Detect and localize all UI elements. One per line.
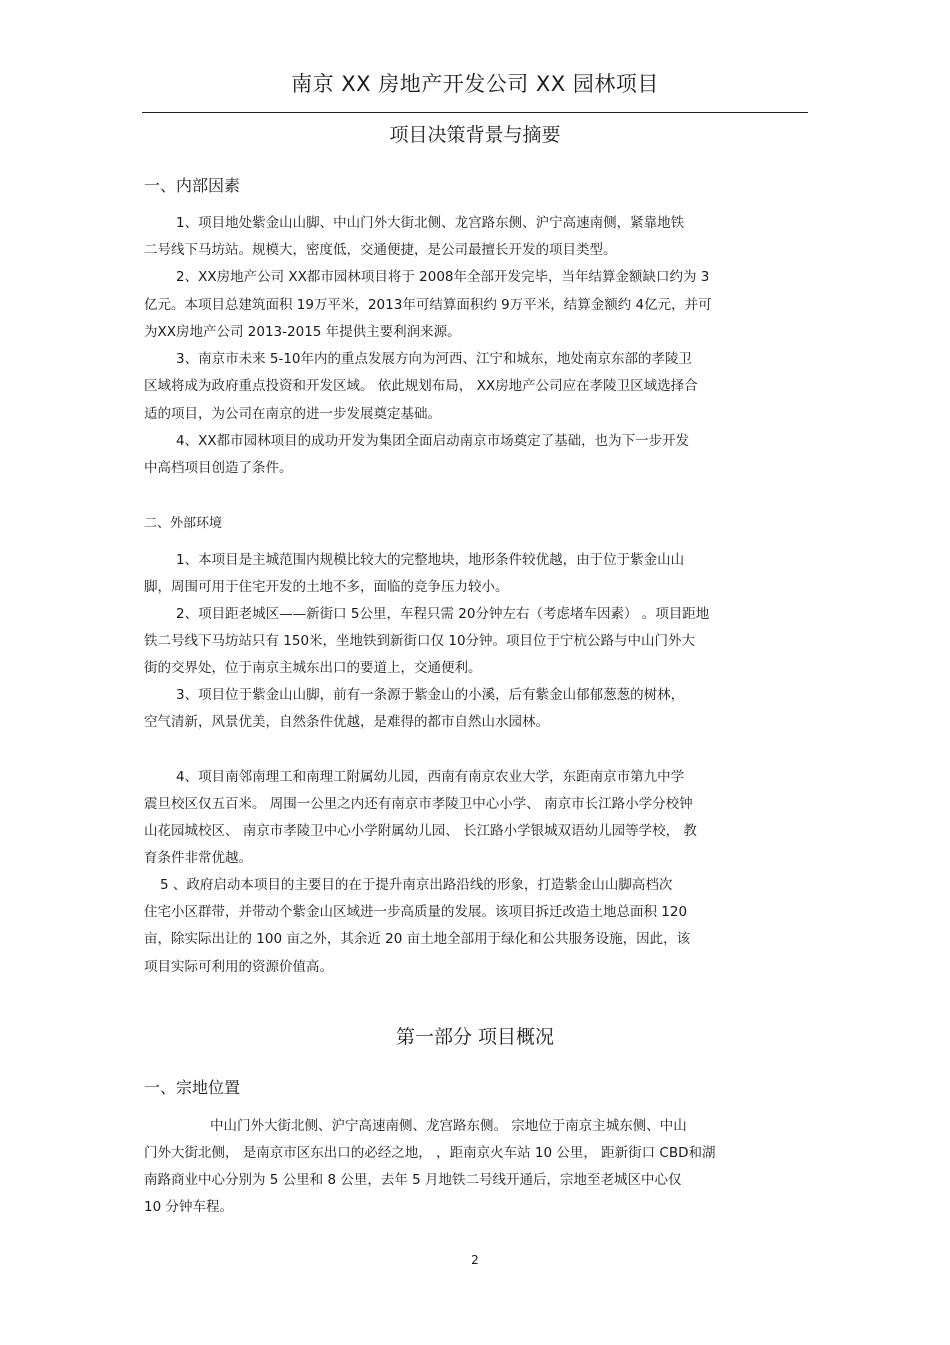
paragraph-line: 1、本项目是主城范围内规模比较大的完整地块，地形条件较优越，由于位于紫金山山 — [176, 552, 685, 568]
paragraph-line: 1、项目地处紫金山山脚、中山门外大街北侧、龙宫路东侧、沪宁高速南侧，紧靠地铁 — [176, 215, 685, 231]
paragraph-line: 脚，周围可用于住宅开发的土地不多，面临的竞争压力较小。 — [144, 579, 509, 595]
paragraph-line: 3、项目位于紫金山山脚，前有一条源于紫金山的小溪，后有紫金山郁郁葱葱的树林， — [176, 687, 685, 703]
paragraph-line: 亿元。本项目总建筑面积 19万平米，2013年可结算面积约 9万平米，结算金额约 4亿元，并可 — [144, 297, 712, 313]
paragraph-line: 中高档项目创造了条件。 — [144, 460, 293, 476]
paragraph-line: 铁二号线下马坊站只有 150米，坐地铁到新街口仅 10分钟。项目位于宁杭公路与中山门外大 — [144, 633, 696, 649]
paragraph-line: 住宅小区群带，并带动个紫金山区域进一步高质量的发展。该项目拆迁改造土地总面积 120 — [144, 904, 688, 920]
paragraph-line: 空气清新，风景优美，自然条件优越，是难得的都市自然山水园林。 — [144, 714, 549, 730]
header-divider — [142, 112, 808, 113]
paragraph-line: 5 、政府启动本项目的主要目的在于提升南京出路沿线的形象，打造紫金山山脚高档次 — [160, 877, 673, 893]
paragraph-line: 4、XX都市园林项目的成功开发为集团全面启动南京市场奠定了基础，也为下一步开发 — [176, 433, 690, 449]
section-heading-site-location: 一、宗地位置 — [144, 1078, 241, 1097]
paragraph-line: 育条件非常优越。 — [144, 850, 252, 866]
section-heading-external-environment: 二、外部环境 — [144, 516, 223, 531]
paragraph-line: 亩，除实际出让的 100 亩之外，其余近 20 亩土地全部用于绿化和公共服务设施，因此，该 — [144, 931, 691, 947]
paragraph-line: 2、XX房地产公司 XX都市园林项目将于 2008年全部开发完毕，当年结算金额缺口约为 3 — [176, 269, 710, 285]
summary-title: 项目决策背景与摘要 — [389, 124, 561, 146]
paragraph-line: 南路商业中心分别为 5 公里和 8 公里，去年 5 月地铁二号线开通后，宗地至老城区中心仅 — [144, 1172, 682, 1188]
paragraph-line: 街的交界处，位于南京主城东出口的要道上，交通便利。 — [144, 660, 482, 676]
paragraph-line: 二号线下马坊站。规模大，密度低，交通便捷，是公司最擅长开发的项目类型。 — [144, 242, 617, 258]
paragraph-line: 2、项目距老城区——新街口 5公里，车程只需 20分钟左右（考虑堵车因素） 。项目距地 — [176, 606, 710, 622]
paragraph-line: 项目实际可利用的资源价值高。 — [144, 959, 333, 975]
page-number: 2 — [471, 1253, 479, 1267]
paragraph-line: 10 分钟车程。 — [144, 1199, 233, 1215]
paragraph-line: 为XX房地产公司 2013-2015 年提供主要利润来源。 — [144, 324, 461, 340]
document-header-title: 南京 XX 房地产开发公司 XX 园林项目 — [291, 72, 659, 96]
paragraph-line: 震旦校区仅五百米。 周围一公里之内还有南京市孝陵卫中心小学、 南京市长江路小学分校钟 — [144, 796, 693, 812]
paragraph-line: 3、南京市未来 5-10年内的重点发展方向为河西、江宁和城东，地处南京东部的孝陵卫 — [176, 351, 693, 367]
section-heading-internal-factors: 一、内部因素 — [144, 176, 241, 195]
part-one-title: 第一部分 项目概况 — [395, 1026, 555, 1048]
paragraph-line: 4、项目南邻南理工和南理工附属幼儿园，西南有南京农业大学，东距南京市第九中学 — [176, 769, 685, 785]
paragraph-line: 适的项目，为公司在南京的进一步发展奠定基础。 — [144, 406, 441, 422]
paragraph-line: 区域将成为政府重点投资和开发区域。 依此规划布局， XX房地产公司应在孝陵卫区域选择合 — [144, 378, 698, 394]
paragraph-line: 门外大街北侧， 是南京市区东出口的必经之地， ，距南京火车站 10 公里， 距新街口 CBD和湖 — [144, 1145, 716, 1161]
paragraph-line: 山花园城校区、 南京市孝陵卫中心小学附属幼儿园、 长江路小学银城双语幼儿园等学校， 教 — [144, 823, 697, 839]
paragraph-line: 中山门外大街北侧、沪宁高速南侧、龙宫路东侧。 宗地位于南京主城东侧、中山 — [210, 1118, 687, 1134]
